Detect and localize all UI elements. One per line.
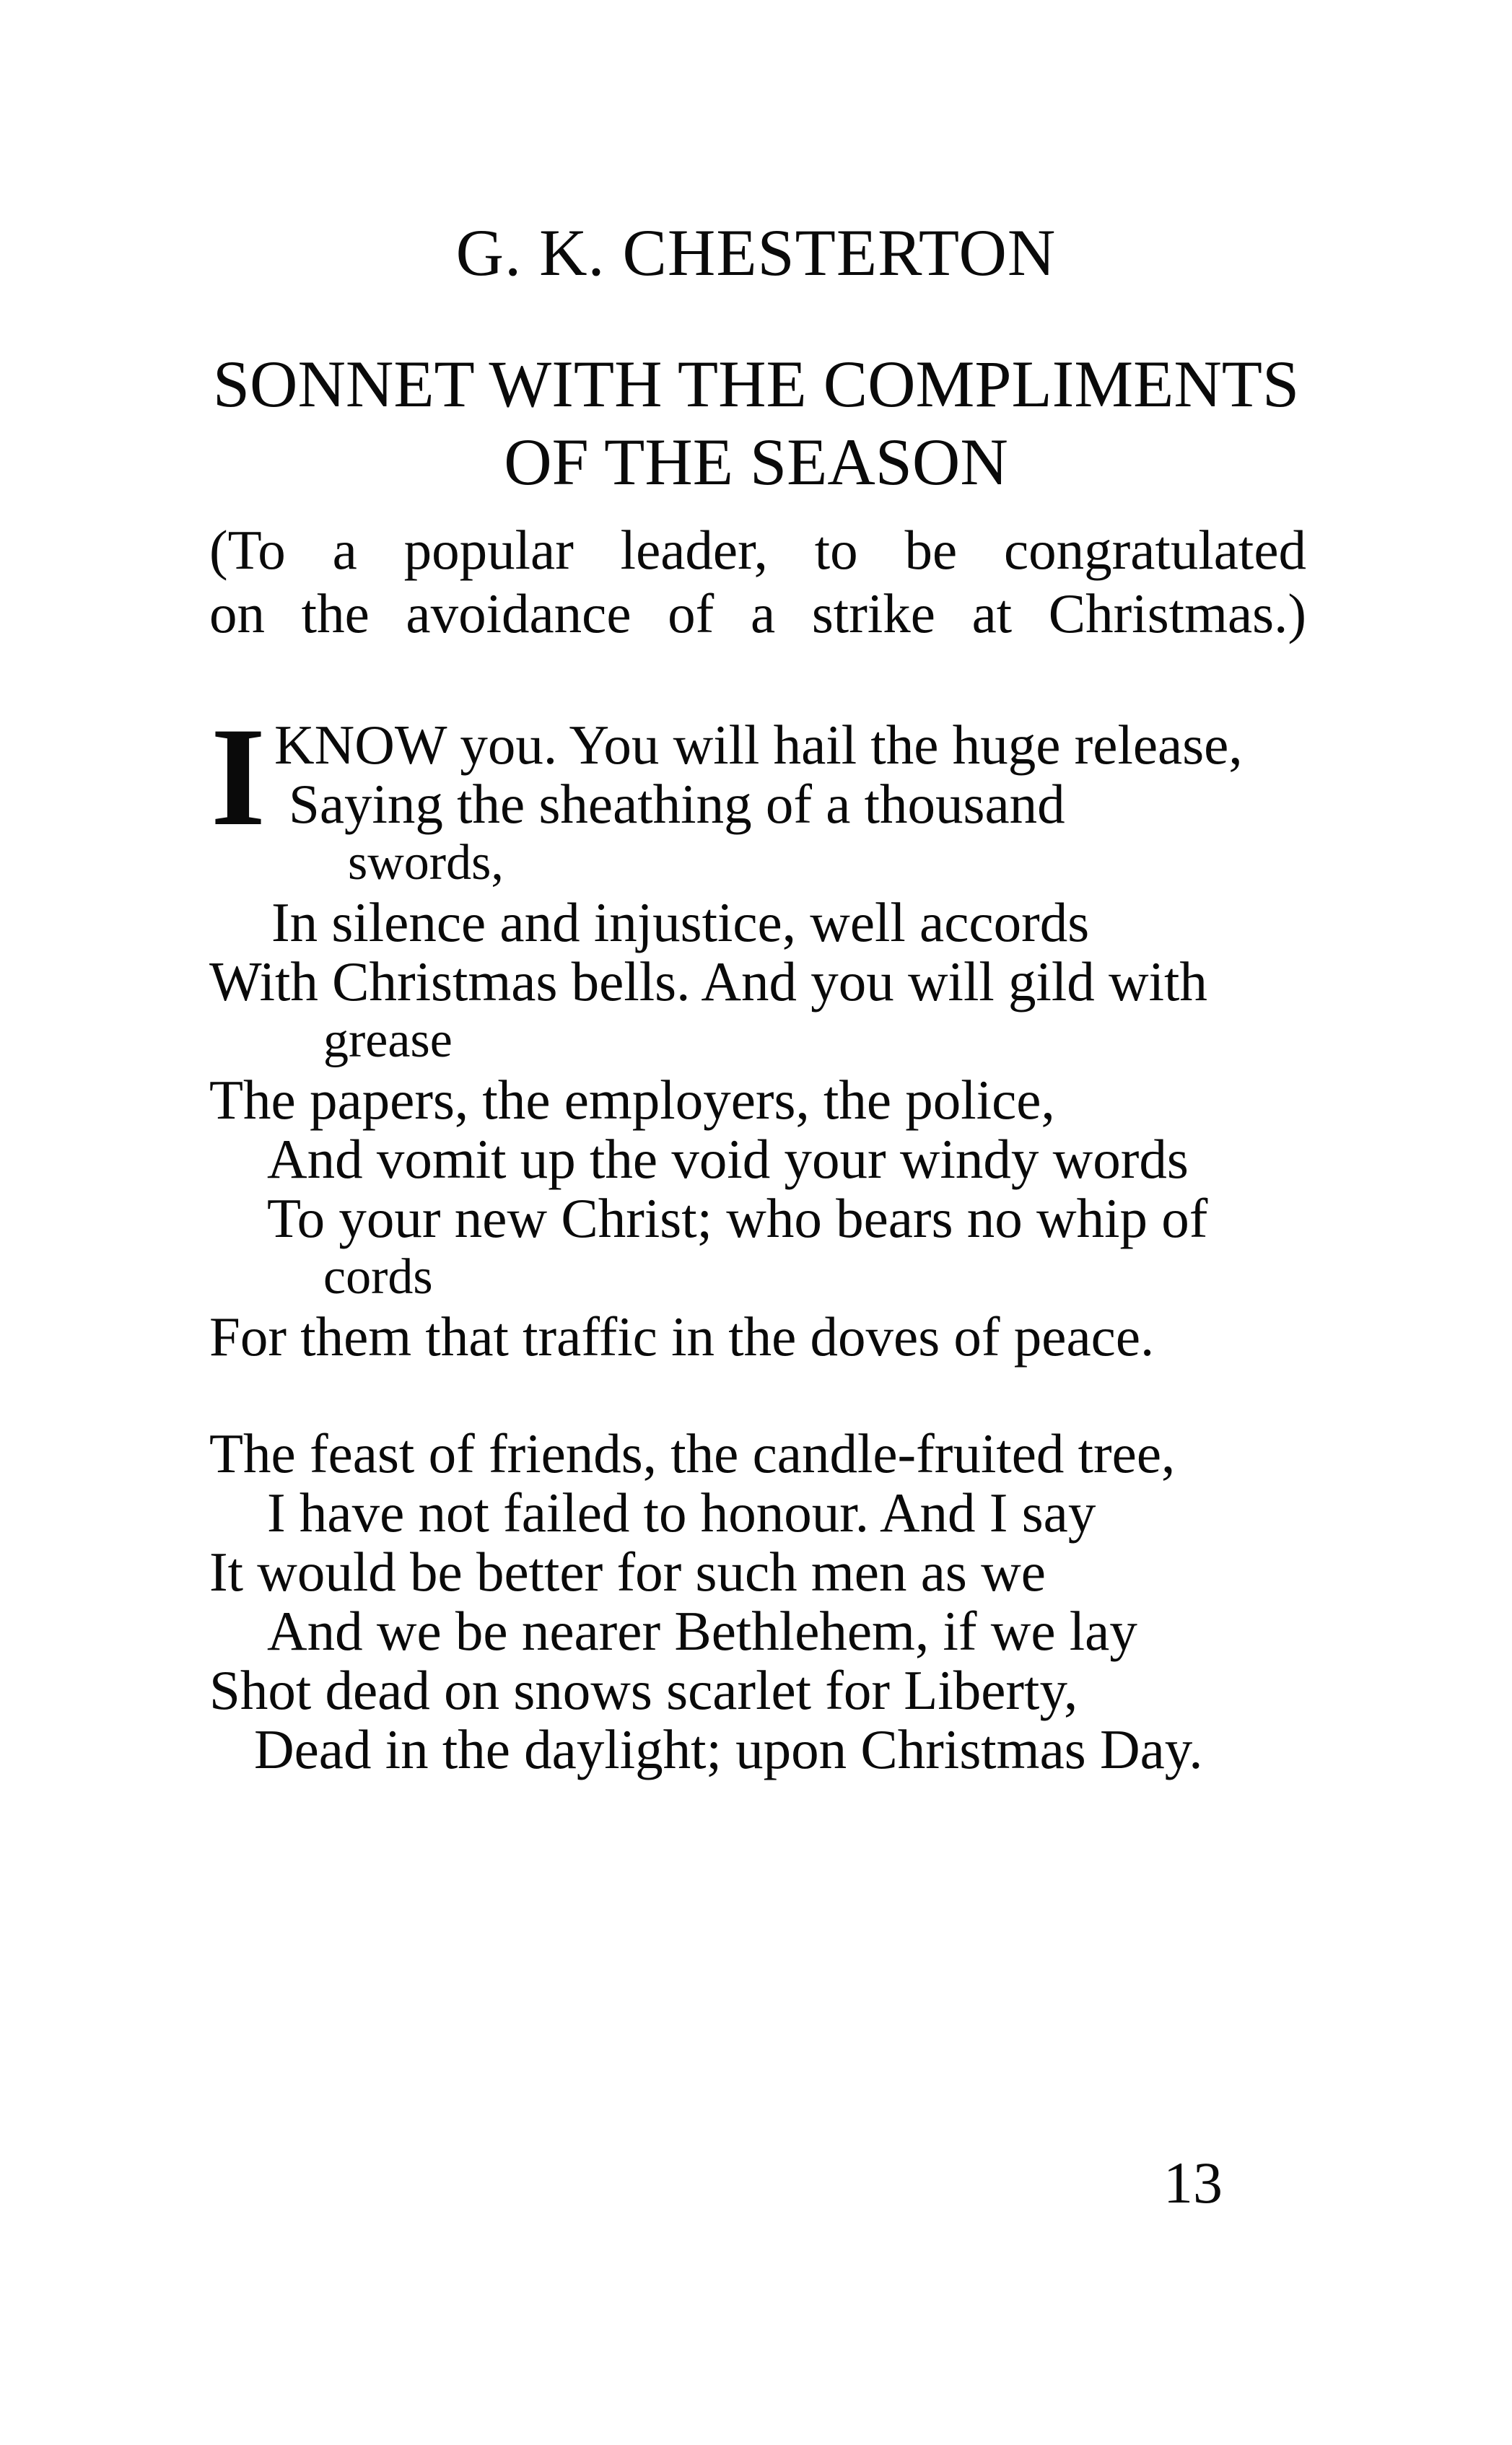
poem-line-14: It would be better for such men as we (209, 1541, 1046, 1603)
drop-cap: I (210, 699, 266, 855)
author-heading: G. K. CHESTERTON (455, 216, 1057, 289)
dedication (209, 518, 1306, 645)
poem-line-13: I have not failed to honour. And I say (267, 1482, 1096, 1544)
page-number: 13 (1163, 2150, 1223, 2216)
poem-line-16: Shot dead on snows scarlet for Liberty, (209, 1659, 1078, 1721)
poem-line-9: To your new Christ; who bears no whip of (267, 1187, 1208, 1249)
poem-line-11: For them that traffic in the doves of peace. (209, 1305, 1155, 1368)
poem-line-3: swords, (348, 835, 504, 891)
poem-line-6: grease (323, 1012, 453, 1068)
poem-line-10: cords (323, 1249, 433, 1305)
poem-line-12: The feast of friends, the candle-fruited tree, (209, 1422, 1176, 1484)
poem-line-1: KNOW you. You will hail the huge release, (274, 714, 1243, 776)
poem-line-7: The papers, the employers, the police, (209, 1069, 1055, 1131)
poem-line-4: In silence and injustice, well accords (271, 891, 1090, 953)
poem-title-line-1: SONNET WITH THE COMPLIMENTS (212, 347, 1300, 421)
dedication-line-2: on the avoidance of a strike at Christmas.) (209, 582, 1306, 644)
poem-line-2: Saying the sheathing of a thousand (289, 773, 1065, 835)
poem-line-5: With Christmas bells. And you will gild with (209, 950, 1207, 1012)
poem-line-17: Dead in the daylight; upon Christmas Day. (254, 1718, 1203, 1780)
dedication-line-1: (To a popular leader, to be congratulated (209, 519, 1306, 581)
poem-line-15: And we be nearer Bethlehem, if we lay (267, 1600, 1137, 1662)
poem-title (144, 345, 1368, 501)
poem-line-8: And vomit up the void your windy words (267, 1128, 1189, 1190)
poem-title-line-2: OF THE SEASON (504, 425, 1008, 499)
